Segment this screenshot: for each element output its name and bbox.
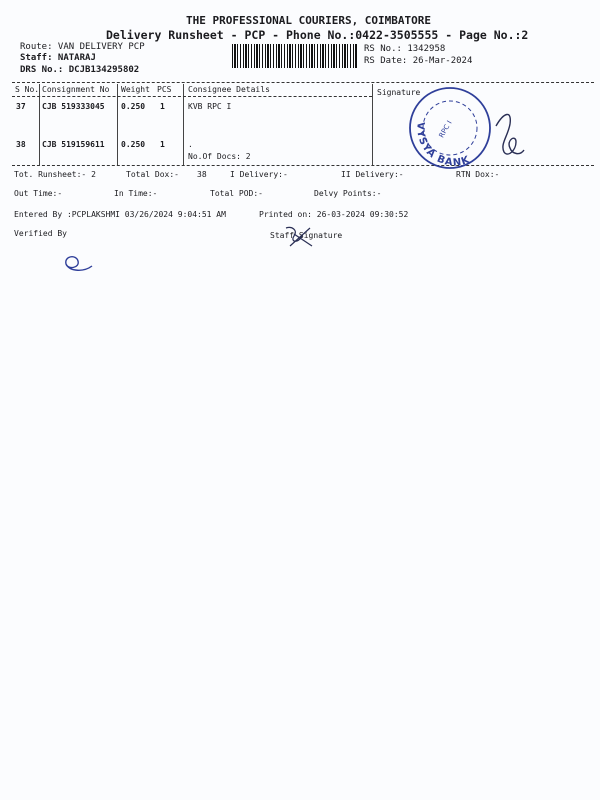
- ii-delivery: II Delivery:-: [341, 170, 404, 179]
- col-weight: Weight: [121, 85, 150, 94]
- col-consignment: Consignment No: [42, 85, 110, 94]
- row-pcs: 1: [160, 102, 165, 111]
- row-sno: 38: [16, 140, 26, 149]
- col-consignee: Consignee Details: [188, 85, 270, 94]
- i-delivery: I Delivery:-: [230, 170, 288, 179]
- row-sno: 37: [16, 102, 26, 111]
- row-pcs: 1: [160, 140, 165, 149]
- signature-scribble: [496, 114, 524, 154]
- rs-number: RS No.: 1342958: [364, 44, 446, 54]
- col-sno: S No.: [15, 85, 40, 94]
- stamp-text: VYSYA BANK: [414, 121, 472, 169]
- barcode: [232, 44, 358, 68]
- route: Route: VAN DELIVERY PCP: [20, 42, 145, 52]
- printed-on: Printed on: 26-03-2024 09:30:52: [259, 210, 409, 219]
- total-pod: Total POD:-: [210, 189, 263, 198]
- staff-signature-label: Staff Signature: [270, 231, 343, 240]
- bank-stamp: [400, 86, 535, 171]
- runsheet-title: Delivery Runsheet - PCP - Phone No.:0422-3505555 - Page No.:2: [106, 28, 529, 42]
- row-weight: 0.250: [121, 102, 146, 111]
- table-top-rule: [12, 82, 594, 83]
- drs-number: DRS No.: DCJB134295802: [20, 65, 140, 75]
- row-consignment: CJB 519159611: [42, 140, 105, 149]
- out-time: Out Time:-: [14, 189, 63, 198]
- staff-signature: [280, 224, 320, 250]
- col-divider: [372, 84, 373, 165]
- tot-runsheet: Tot. Runsheet:- 2: [14, 170, 96, 179]
- row-weight: 0.250: [121, 140, 146, 149]
- staff: Staff: NATARAJ: [20, 53, 96, 63]
- total-dox-value: 38: [197, 170, 207, 179]
- no-of-docs: No.Of Docs: 2: [188, 152, 251, 161]
- in-time: In Time:-: [114, 189, 158, 198]
- delvy-points: Delvy Points:-: [314, 189, 382, 198]
- row-consignee: KVB RPC I: [188, 102, 232, 111]
- entered-by: Entered By :PCPLAKSHMI 03/26/2024 9:04:51 AM: [14, 210, 226, 219]
- row-consignment: CJB 519333045: [42, 102, 105, 111]
- stamp-inner-text: RPC I: [437, 119, 454, 140]
- col-signature: Signature: [377, 88, 421, 97]
- verified-by: Verified By: [14, 229, 67, 238]
- col-pcs: PCS: [157, 85, 172, 94]
- row-consignee: .: [188, 140, 193, 149]
- rs-date: RS Date: 26-Mar-2024: [364, 56, 473, 66]
- company-title: THE PROFESSIONAL COURIERS, COIMBATORE: [186, 14, 432, 27]
- verifier-signature: [58, 252, 98, 276]
- rtn-dox: RTN Dox:-: [456, 170, 500, 179]
- total-dox-label: Total Dox:-: [126, 170, 179, 179]
- header-rule: [12, 96, 372, 97]
